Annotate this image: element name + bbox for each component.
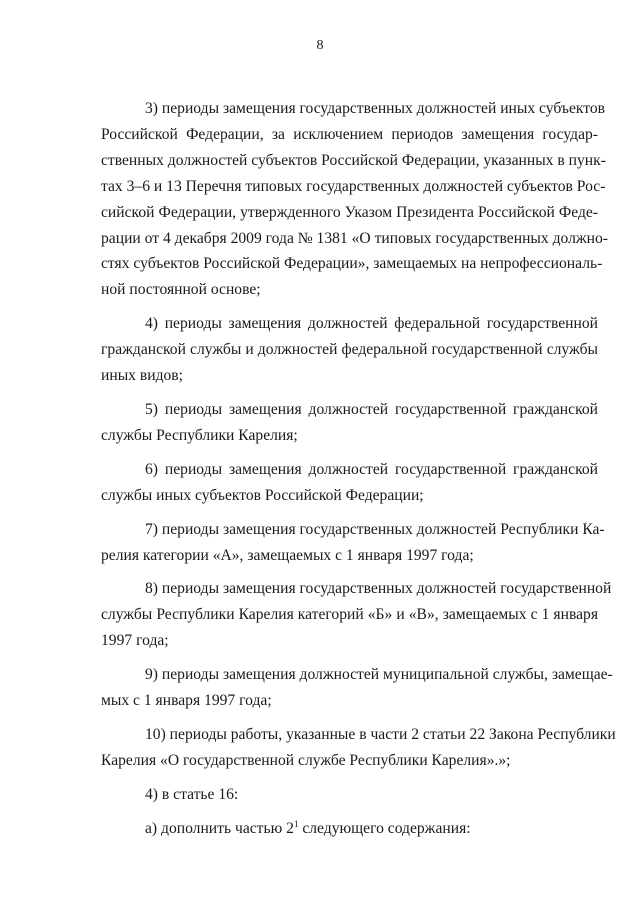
text-line: тах 3–6 и 13 Перечня типовых государственных должностей субъектов Рос- [101,177,606,195]
paragraph-item-3 [101,96,609,303]
paragraph-item-4 [101,311,598,389]
text-line: Карелия «О государственной службе Республики Карелия».»; [101,751,511,769]
text-line: иных видов; [101,367,183,385]
text-line: 4) в статье 16: [145,785,239,803]
text-line: стях субъектов Российской Федерации», замещаемых на непрофессиональ- [101,255,603,273]
text-line: 5) периоды замещения должностей государственной гражданской [145,400,598,418]
text-line: 3) периоды замещения государственных должностей иных субъектов [145,100,606,117]
paragraph-item-9 [101,662,613,714]
paragraph-article-16 [101,782,598,808]
text-line: 7) периоды замещения государственных должностей Республики Ка- [145,520,605,538]
text-line: 8) периоды замещения государственных должностей государственной [145,580,612,598]
text-line: мых с 1 января 1997 года; [101,692,272,710]
text-line: 9) периоды замещения должностей муниципальной службы, замещае- [145,666,613,684]
paragraph-supplement [101,816,598,842]
document-body [101,96,616,850]
paragraph-item-10 [101,722,616,774]
text-line: 6) периоды замещения должностей государственной гражданской [145,460,598,478]
supplement-text-before: а) дополнить частью 2 [145,819,294,837]
text-line: гражданской службы и должностей федеральной государственной службы [101,341,598,359]
text-line: службы Республики Карелия; [101,426,298,444]
text-line: рации от 4 декабря 2009 года № 1381 «О типовых государственных должно- [101,229,609,247]
text-line: службы Республики Карелия категорий «Б» и «В», замещаемых с 1 января [101,606,598,624]
text-line: Российской Федерации, за исключением периодов замещения государ- [101,125,598,143]
superscript-number: 1 [293,818,299,829]
paragraph-item-7 [101,517,605,569]
text-line [101,816,598,842]
text-line: службы иных субъектов Российской Федерации; [101,486,424,504]
text-line: релия категории «А», замещаемых с 1 января 1997 года; [101,546,474,564]
text-line: ственных должностей субъектов Российской Федерации, указанных в пунк- [101,151,606,169]
supplement-text-after: следующего содержания: [298,819,471,837]
paragraph-item-8 [101,576,612,654]
text-line: 10) периоды работы, указанные в части 2 статьи 22 Закона Республики [145,725,616,743]
text-line: 4) периоды замещения должностей федеральной государственной [145,315,598,333]
text-line: 1997 года; [101,632,169,650]
text-line: ной постоянной основе; [101,281,261,299]
page-number: 8 [316,38,324,53]
paragraph-item-6 [101,457,598,509]
paragraph-item-5 [101,397,598,449]
text-line: сийской Федерации, утвержденного Указом Президента Российской Феде- [101,203,598,221]
